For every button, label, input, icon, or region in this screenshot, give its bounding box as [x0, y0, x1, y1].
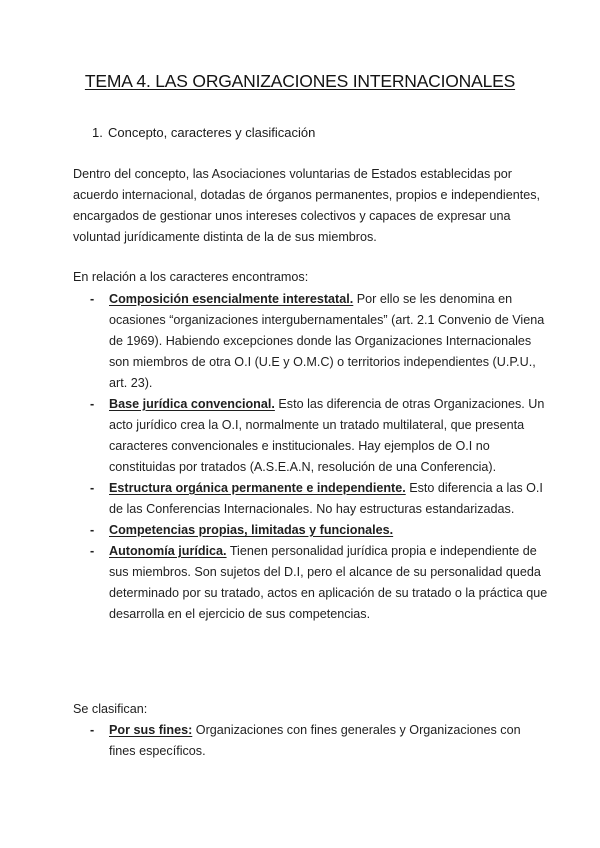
- list-item-term: Estructura orgánica permanente e independiente.: [109, 481, 406, 495]
- bullet-dash: -: [90, 481, 95, 495]
- bullet-dash: -: [90, 723, 95, 737]
- list-item: [88, 478, 548, 520]
- list-item-term: Competencias propias, limitadas y funcionales.: [109, 523, 394, 537]
- list-item: [88, 541, 548, 625]
- list-item-text: Tienen personalidad jurídica propia e independiente de sus miembros. Son sujetos del D.I, pero el alcance de su personalidad queda determinado por su tratado, actos en aplicación de su tratado o la práctica que desarrolla en el ejercicio de sus competencias.: [109, 544, 548, 621]
- section-title: Concepto, caracteres y clasificación: [108, 125, 316, 140]
- list-item-term: Por sus fines:: [109, 723, 193, 737]
- section-heading: [92, 125, 315, 140]
- list-item-term: Composición esencialmente interestatal.: [109, 292, 354, 306]
- bullet-dash: -: [90, 544, 95, 558]
- list-item-text: Esto diferencia a las O.I de las Conferencias Internacionales. No hay estructuras estandarizadas.: [109, 481, 543, 516]
- list-item: [88, 520, 548, 541]
- list-item-term: Base jurídica convencional.: [109, 397, 275, 411]
- caracteres-list: [88, 289, 548, 625]
- section-number: 1.: [92, 125, 103, 140]
- page-title: TEMA 4. LAS ORGANIZACIONES INTERNACIONALES: [84, 71, 516, 91]
- bullet-dash: -: [90, 397, 95, 411]
- list-item: [88, 289, 548, 394]
- list-item-text: Esto las diferencia de otras Organizaciones. Un acto jurídico crea la O.I, normalmente un tratado multilateral, que presenta caracteres convencionales e institucionales. Hay ejemplos de O.I no constituidas por tratados (A.S.E.A.N, resolución de una Conferencia).: [109, 397, 545, 474]
- bullet-dash: -: [90, 292, 95, 306]
- list-item-term: Autonomía jurídica.: [109, 544, 227, 558]
- list-item: [88, 394, 548, 478]
- clasificaciones-list: [88, 720, 548, 762]
- list-item-text: Organizaciones con fines generales y Organizaciones con fines específicos.: [109, 723, 521, 758]
- list-item-text: Por ello se les denomina en ocasiones “organizaciones intergubernamentales” (art. 2.1 Convenio de Viena de 1969). Habiendo excepciones donde las Organizaciones Internacionales son miembros de otra O.I (U.E y O.M.C) o territorios independientes (U.P.U., art. 23).: [109, 292, 545, 390]
- intro-paragraph: Dentro del concepto, las Asociaciones voluntarias de Estados establecidas por acuerdo internacional, dotadas de órganos permanentes, propios e independientes, encargados de gestionar unos intereses colectivos y capaces de expresar una voluntad jurídicamente distinta de la de sus miembros.: [73, 167, 540, 244]
- caracteres-intro: En relación a los caracteres encontramos:: [73, 270, 309, 284]
- list-item: [88, 720, 548, 762]
- clasifican-intro: Se clasifican:: [73, 702, 148, 716]
- bullet-dash: -: [90, 523, 95, 537]
